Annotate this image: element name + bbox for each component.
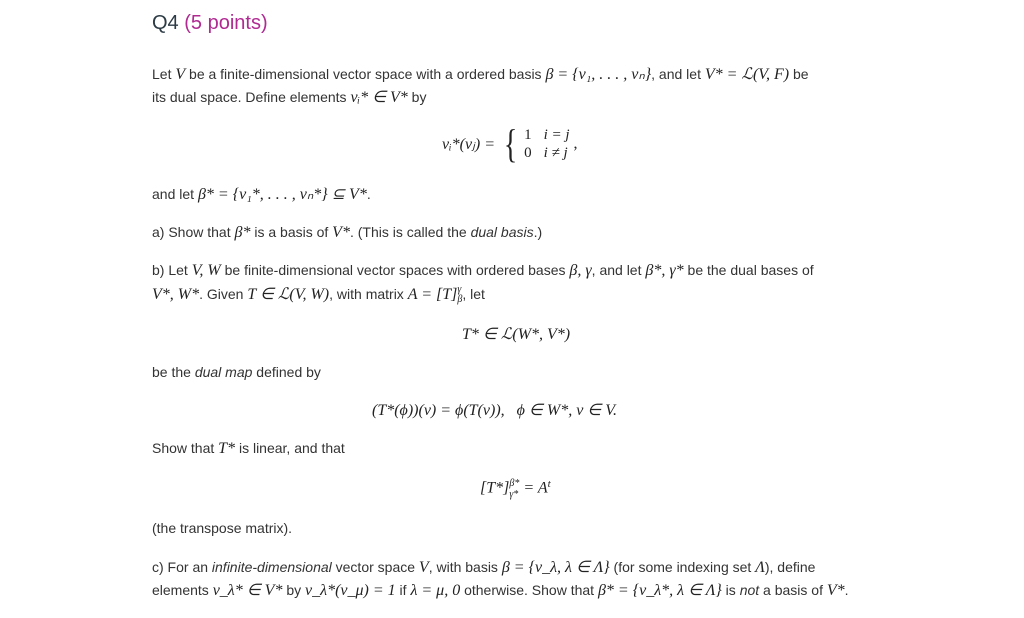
text: , and let <box>651 66 705 82</box>
text: . (This is called the <box>349 224 471 240</box>
text: , and let <box>591 262 646 278</box>
italic-text: dual basis <box>470 224 534 240</box>
italic-text: not <box>739 582 760 598</box>
text: ), define <box>764 559 816 575</box>
text: Let <box>152 66 176 82</box>
math-dual-basis: β* = {v₁*, . . . , vₙ*} ⊆ V* <box>197 186 367 203</box>
text: be finite-dimensional vector spaces with ordered bases <box>220 262 570 278</box>
case-2-value: 0 <box>524 145 532 161</box>
text: .) <box>533 224 543 240</box>
part-b-line-2 <box>152 284 485 305</box>
math: T* <box>218 440 236 457</box>
case-1-value: 1 <box>524 127 532 143</box>
part-b-eq-3 <box>480 478 551 500</box>
text: if <box>395 582 411 598</box>
text: is linear, and that <box>235 440 345 456</box>
text: , let <box>462 286 485 302</box>
definition-equation <box>442 121 578 166</box>
text: elements <box>152 582 213 598</box>
text: be the dual bases of <box>683 262 814 278</box>
math-sub: γ* <box>509 489 519 500</box>
question-title <box>152 12 268 35</box>
math: v_λ*(v_μ) = 1 <box>305 582 396 599</box>
text: be the <box>152 364 195 380</box>
math: β = {v_λ, λ ∈ Λ} <box>501 559 610 576</box>
text: , with matrix <box>329 286 408 302</box>
text: is <box>721 582 740 598</box>
intro-line-2 <box>152 87 426 108</box>
math: vᵢ* ∈ V* <box>350 89 408 106</box>
math-sup-transpose: t <box>547 478 551 491</box>
cases-block <box>499 121 570 166</box>
text: Show that <box>152 440 219 456</box>
text: . <box>844 582 849 598</box>
math-display: (T*(ϕ))(v) = ϕ(T(v)), ϕ ∈ W*, v ∈ V. <box>372 402 617 419</box>
text: defined by <box>252 364 321 380</box>
math-sup: γ <box>457 284 462 296</box>
question-points: (5 points) <box>184 12 268 34</box>
part-a <box>152 222 542 243</box>
math: Λ <box>755 559 765 576</box>
text: (the transpose matrix). <box>152 520 293 536</box>
math-dual-space: V* = ℒ(V, F) <box>704 66 790 83</box>
text: a basis of <box>759 582 827 598</box>
math-basis: β = {v₁, . . . , vₙ} <box>545 66 652 83</box>
math: β*, γ* <box>645 262 684 279</box>
text: and let <box>152 186 198 202</box>
intro-line-1 <box>152 64 809 85</box>
part-b-line-5 <box>152 518 292 538</box>
math-display: = A <box>519 479 548 497</box>
math: T ∈ ℒ(V, W) <box>247 286 330 303</box>
part-b-line-1 <box>152 260 814 281</box>
question-label: Q4 <box>152 12 179 34</box>
text: by <box>407 89 427 105</box>
math: λ = μ, 0 <box>410 582 461 599</box>
text: is a basis of <box>250 224 333 240</box>
text: otherwise. Show that <box>460 582 598 598</box>
text: be <box>789 66 809 82</box>
text: vector space <box>331 559 419 575</box>
italic-text: infinite-dimensional <box>211 559 332 575</box>
text: c) For an <box>152 559 212 575</box>
italic-text: dual map <box>194 364 253 380</box>
brace-icon: { <box>503 121 518 166</box>
part-c-line-1 <box>152 557 815 578</box>
text: . Given <box>199 286 248 302</box>
math: V*, W* <box>152 286 200 303</box>
case-1-condition: i = j <box>543 127 570 143</box>
part-b-eq-1 <box>462 324 570 344</box>
math-sub: β <box>457 294 463 306</box>
part-c-line-2 <box>152 580 849 601</box>
text: , with basis <box>428 559 502 575</box>
math: β* <box>234 224 251 241</box>
math: β* = {v_λ*, λ ∈ Λ} <box>597 582 722 599</box>
text: its dual space. Define elements <box>152 89 351 105</box>
eq-trailing-comma: , <box>573 135 578 152</box>
text: a) Show that <box>152 224 235 240</box>
math: V* <box>332 224 350 241</box>
eq-lhs: vᵢ*(vⱼ) = <box>442 136 495 153</box>
math-sup: β* <box>509 478 520 489</box>
text: (for some indexing set <box>609 559 756 575</box>
dual-basis-line <box>152 184 371 205</box>
math: V <box>175 66 186 83</box>
text: by <box>282 582 306 598</box>
text: b) Let <box>152 262 192 278</box>
part-b-line-4 <box>152 438 345 459</box>
math-matrix: A = [T] <box>407 286 458 303</box>
math-display: T* ∈ ℒ(W*, V*) <box>462 326 571 343</box>
text: be a finite-dimensional vector space with a ordered basis <box>185 66 546 82</box>
math: V <box>418 559 429 576</box>
case-2-condition: i ≠ j <box>543 145 568 161</box>
math: v_λ* ∈ V* <box>212 582 283 599</box>
part-b-eq-2 <box>372 400 617 420</box>
math: β, γ <box>569 262 592 279</box>
part-b-line-3 <box>152 362 321 382</box>
math-display: [T*] <box>480 479 510 497</box>
math: V* <box>826 582 845 599</box>
math: V, W <box>191 262 221 279</box>
text: . <box>366 186 371 202</box>
